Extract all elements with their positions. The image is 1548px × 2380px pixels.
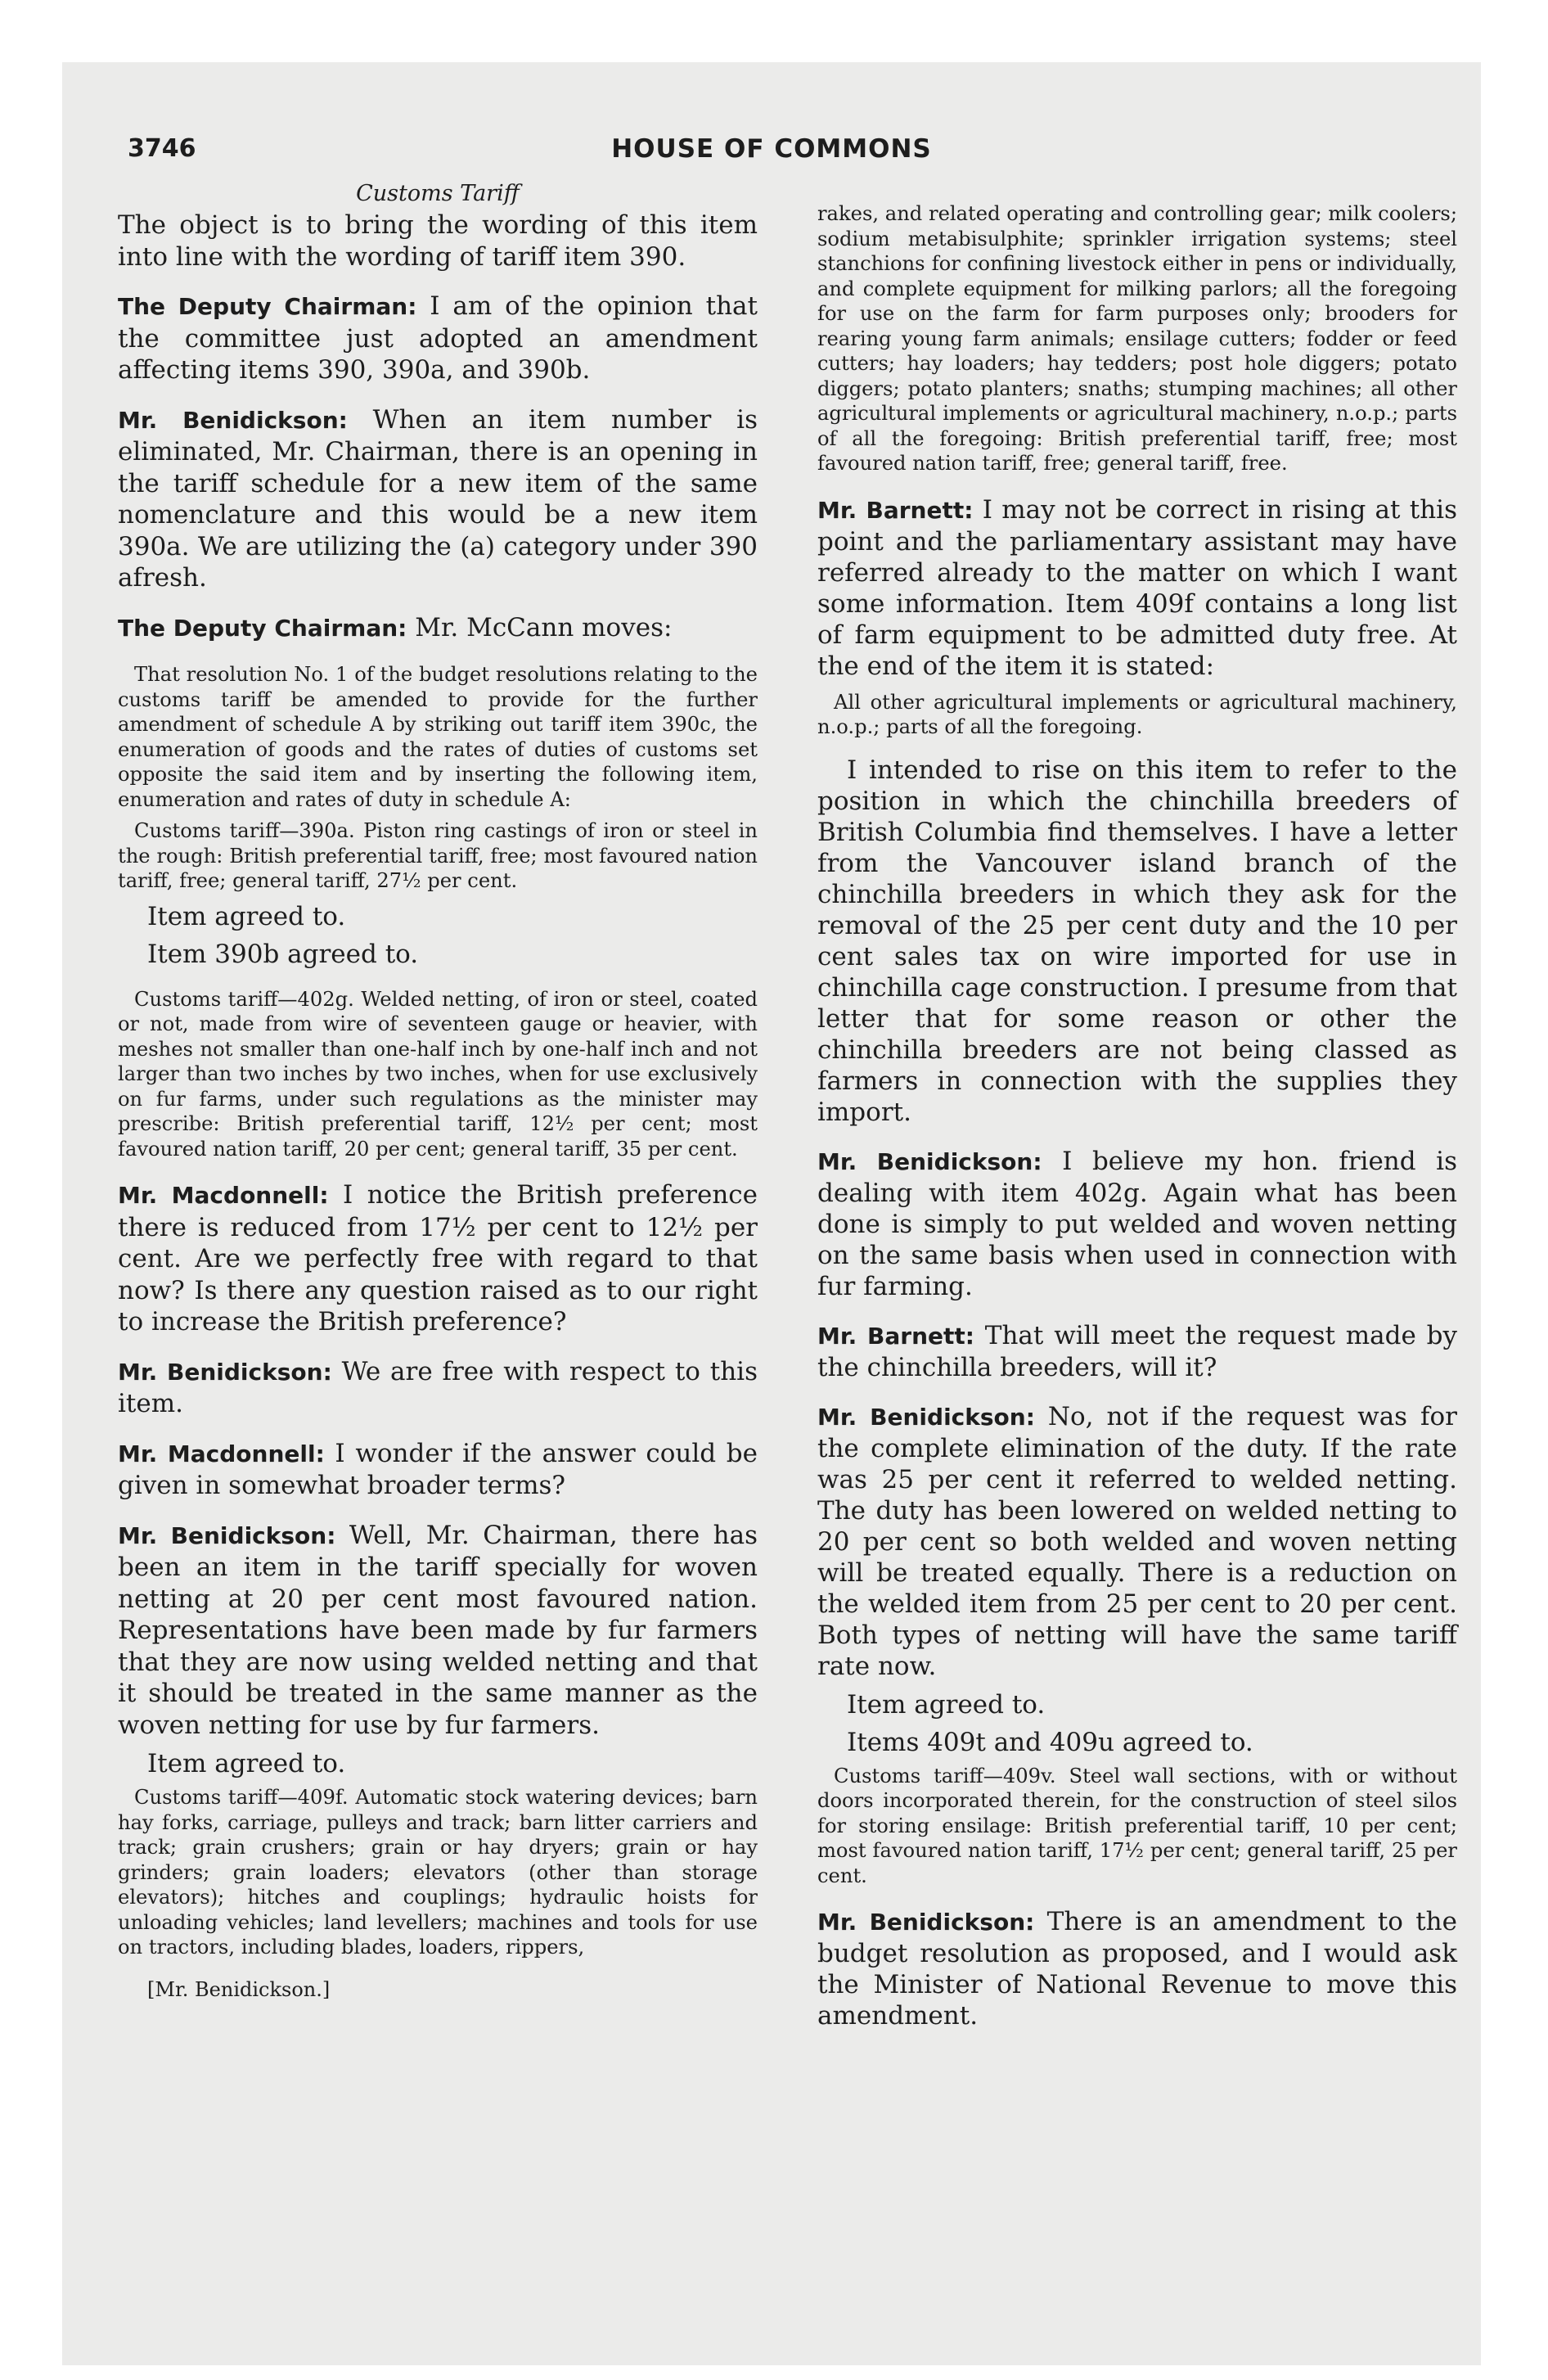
speech — [817, 1320, 1457, 1383]
speech-text: Well, Mr. Chairman, there has been an item in the tariff specially for woven netting at 20 per cent most favoured nation. Representations have been made by fur farmers that they are now using welded netting and that it should be treated in the same manner as the woven netting for use by fur farmers. — [118, 1520, 758, 1740]
speech-text: That will meet the request made by the chinchilla breeders, will it? — [817, 1320, 1457, 1382]
speech-text: There is an amendment to the budget resolution as proposed, and I would ask the Minister of National Revenue to move this amendment. — [817, 1907, 1457, 2031]
speaker-name: Mr. Macdonnell: — [118, 1182, 329, 1209]
speaker-name: Mr. Benidickson: — [118, 1521, 336, 1549]
speaker-name: Mr. Benidickson: — [118, 406, 348, 434]
speaker-name: Mr. Macdonnell: — [118, 1440, 325, 1467]
speech — [817, 1906, 1457, 2031]
agreed-line: Item agreed to. — [147, 901, 346, 931]
speaker-name: Mr. Benidickson: — [118, 1358, 332, 1386]
page-number: 3746 — [128, 134, 196, 163]
paragraph: I intended to rise on this item to refer to the position in which the chinchilla breeders of British Columbia find themselves. I have a letter from the Vancouver island branch of the chinchilla breeders in which they ask for the removal of the 25 per cent duty and the 10 per cent sales tax on wire imported for use in chinchilla cage construction. I presume from that letter that for some reason or other the chinchilla breeders are not being classed as farmers in connection with the supplies they import. — [817, 755, 1457, 1127]
speech — [118, 291, 758, 386]
agreed-line: Items 409t and 409u agreed to. — [847, 1727, 1253, 1757]
speech — [118, 1520, 758, 1742]
speech — [118, 1179, 758, 1338]
speech-text: I believe my hon. friend is dealing with item 402g. Again what has been done is simply to put welded and woven netting on the same basis when used in connection with fur farming. — [817, 1146, 1457, 1301]
running-title: HOUSE OF COMMONS — [611, 134, 932, 164]
speech — [118, 1356, 758, 1420]
speech-text: I notice the British preference there is reduced from 17½ per cent to 12½ per cent. Are we perfectly free with regard to that now? Is there any question raised as to our right to increase the British preference? — [118, 1180, 758, 1336]
speech — [118, 404, 758, 594]
speaker-name: Mr. Barnett: — [817, 1322, 974, 1350]
quoted-tariff-item: Customs tariff—402g. Welded netting, of iron or steel, coated or not, made from wire of seventeen gauge or heavier, with meshes not smaller than one-half inch by one-half inch and not larger than two inches by two inches, when for use exclusively on fur farms, under such regulations as the minister may prescribe: British preferential tariff, 12½ per cent; most favoured nation tariff, 20 per cent; general tariff, 35 per cent. — [118, 987, 758, 1161]
speaker-name: Mr. Barnett: — [817, 496, 974, 524]
quoted-resolution: That resolution No. 1 of the budget resolutions relating to the customs tariff be amended to provide for the further amendment of schedule A by striking out tariff item 390c, the enumeration of goods and the rates of duties of customs set opposite the said item and by inserting the following item, enumeration and rates of duty in schedule A: — [118, 663, 758, 811]
speech — [817, 494, 1457, 682]
speech-text: I wonder if the answer could be given in somewhat broader terms? — [118, 1438, 758, 1500]
agreed-line: Item agreed to. — [847, 1689, 1046, 1720]
speaker-footer: [Mr. Benidickson.] — [147, 1977, 331, 2001]
agreed-line: Item 390b agreed to. — [147, 939, 419, 969]
speech — [817, 1146, 1457, 1302]
speaker-name: Mr. Benidickson: — [817, 1909, 1035, 1936]
speaker-name: Mr. Benidickson: — [817, 1403, 1035, 1431]
speech-text: When an item number is eliminated, Mr. Chairman, there is an opening in the tariff schedule for a new item of the same nomenclature and this would be a new item 390a. We are utilizing the (a) category under 390 afresh. — [118, 404, 758, 593]
quoted-tariff-item: Customs tariff—409v. Steel wall sections, with or without doors incorporated therein, for the construction of steel silos for storing ensilage: British preferential tariff, 10 per cent; most favoured nation tariff, 17½ per cent; general tariff, 25 per cent. — [817, 1764, 1457, 1887]
quoted-tariff-item: Customs tariff—409f. Automatic stock watering devices; barn hay forks, carriage, pulleys and track; barn litter carriers and track; grain crushers; grain or hay dryers; grain or hay grinders; grain loaders; elevators (other than storage elevators); hitches and couplings; hydraulic hoists for unloading vehicles; land levellers; machines and tools for use on tractors, including blades, loaders, rippers, — [118, 1786, 758, 1959]
speech-text: We are free with respect to this item. — [118, 1356, 758, 1418]
speech — [118, 1438, 758, 1502]
speech-text: Mr. McCann moves: — [407, 612, 673, 642]
page — [62, 62, 1481, 2365]
speech-text: I may not be correct in rising at this point and the parliamentary assistant may have referred already to the matter on which I want some information. Item 409f contains a long list of farm equipment to be admitted duty free. At the end of the item it is stated: — [817, 494, 1458, 681]
left-column — [118, 181, 758, 2001]
speech-text: No, not if the request was for the complete elimination of the duty. If the rate was 25 per cent it referred to welded netting. The duty has been lowered on welded netting to 20 per cent so both welded and woven netting will be treated equally. There is a reduction on the welded item from 25 per cent to 20 per cent. Both types of netting will have the same tariff rate now. — [817, 1401, 1457, 1681]
agreed-line: Item agreed to. — [147, 1749, 346, 1778]
section-title: Customs Tariff — [356, 181, 520, 206]
speech-text: I am of the opinion that the committee just adopted an amendment affecting items 390, 390a, and 390b. — [118, 291, 758, 385]
speech — [118, 612, 758, 645]
quoted-text: All other agricultural implements or agricultural machinery, n.o.p.; parts of all the foregoing. — [817, 690, 1457, 738]
paragraph: The object is to bring the wording of this item into line with the wording of tariff item 390. — [118, 210, 758, 272]
speech — [817, 1401, 1457, 1682]
page-header — [128, 134, 1415, 183]
speaker-name: The Deputy Chairman: — [118, 614, 407, 642]
right-column — [817, 201, 1457, 2049]
quoted-tariff-item: rakes, and related operating and controlling gear; milk coolers; sodium metabisulphite; sprinkler irrigation systems; steel stanchions for confining livestock either in pens or individually, and complete equipment for milking parlors; all the foregoing for use on the farm for farm purposes only; brooders for rearing young farm animals; ensilage cutters; fodder or feed cutters; hay loaders; hay tedders; post hole diggers; potato diggers; potato planters; snaths; stumping machines; all other agricultural implements or agricultural machinery, n.o.p.; parts of all the foregoing: British preferential tariff, free; most favoured nation tariff, free; general tariff, free. — [817, 202, 1457, 475]
quoted-tariff-item: Customs tariff—390a. Piston ring castings of iron or steel in the rough: British preferential tariff, free; most favoured nation tariff, free; general tariff, 27½ per cent. — [118, 819, 758, 892]
speaker-name: Mr. Benidickson: — [817, 1147, 1042, 1175]
speaker-name: The Deputy Chairman: — [118, 293, 417, 320]
